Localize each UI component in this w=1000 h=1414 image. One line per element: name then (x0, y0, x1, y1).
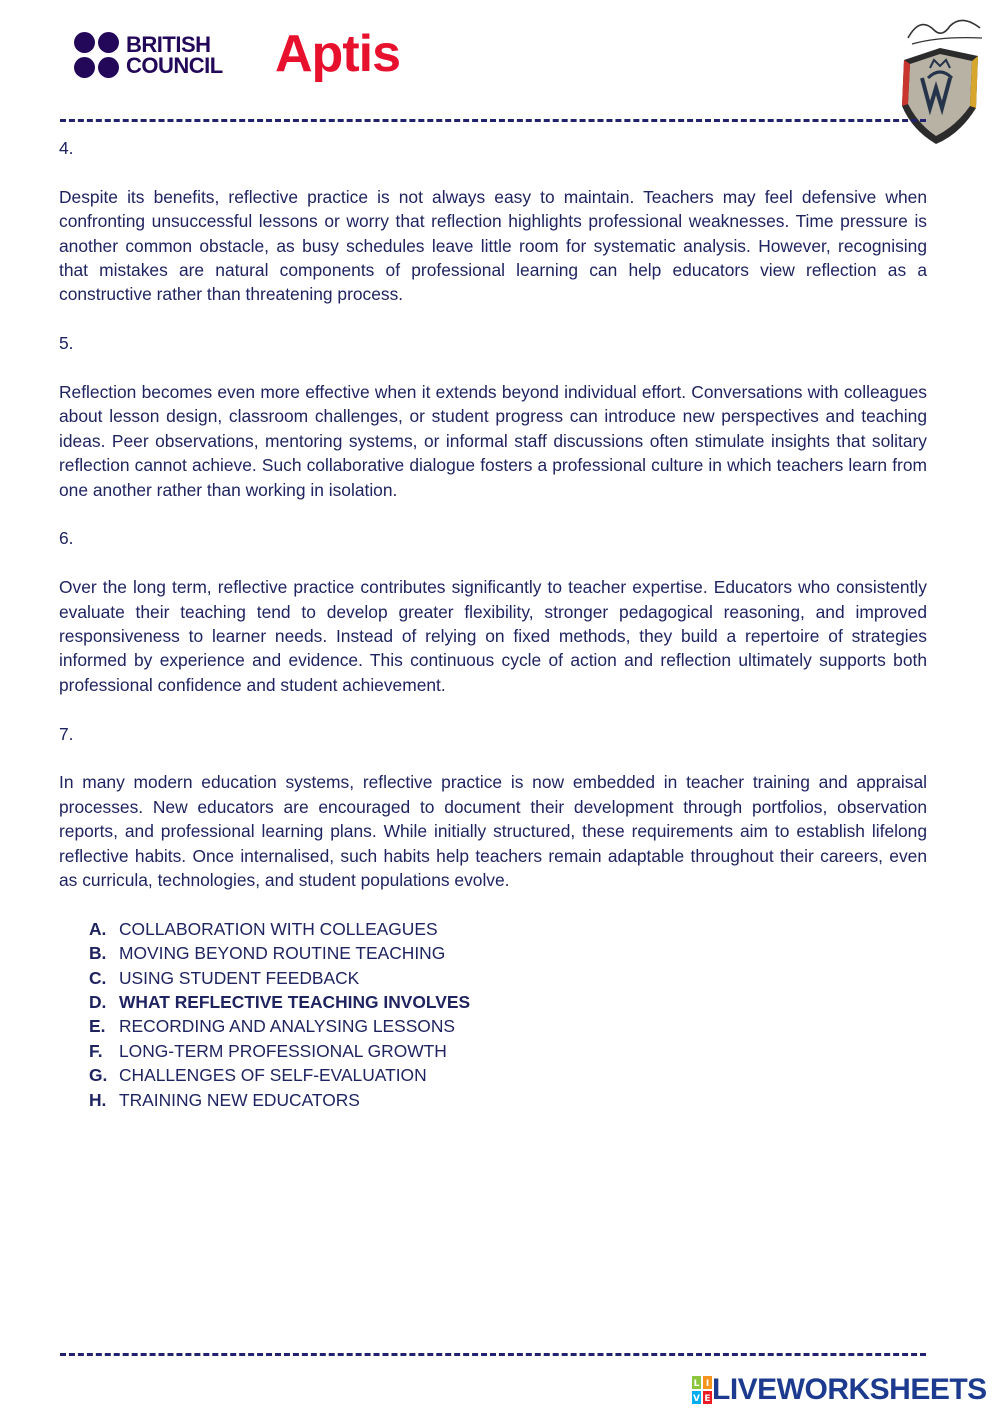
question-paragraph: Reflection becomes even more effective when it extends beyond individual effort. Conversations with colleagues about lesson design, classroom challenges, or student progress can introduce new perspectives and teaching ideas. Peer observations, mentoring systems, or informal staff discussions often stimulate insights that solitary reflection cannot achieve. Such collaborative dialogue fosters a professional culture in which teachers learn from one another rather than working in isolation. (59, 381, 927, 500)
liveworksheets-wordmark[interactable]: LIVEWORKSHEETS (712, 1373, 987, 1406)
question-block-7 (59, 722, 927, 893)
british-council-wordmark (126, 34, 223, 76)
option-label: COLLABORATION WITH COLLEAGUES (119, 918, 438, 939)
badge-letter: E (704, 1394, 711, 1404)
liveworksheets-logo (692, 1373, 987, 1407)
option-letter: C. (89, 967, 107, 988)
option-item (89, 1039, 927, 1063)
option-label: MOVING BEYOND ROUTINE TEACHING (119, 943, 446, 964)
question-block-6 (59, 526, 927, 697)
option-letter: G. (89, 1065, 108, 1086)
heading-options-list (59, 917, 927, 1112)
option-item (89, 966, 927, 990)
bc-line-2: COUNCIL (126, 53, 223, 78)
question-number: 5. (59, 333, 74, 354)
option-label: LONG-TERM PROFESSIONAL GROWTH (119, 1040, 447, 1061)
question-number: 7. (59, 723, 74, 744)
option-letter: F. (89, 1040, 103, 1061)
option-item (89, 917, 927, 941)
option-letter: H. (89, 1089, 107, 1110)
reading-content (59, 136, 927, 1112)
live-badge-icon (692, 1376, 712, 1404)
option-letter: A. (89, 918, 107, 939)
aptis-logo: Aptis (275, 25, 400, 83)
british-council-logo (74, 32, 223, 78)
question-paragraph: Over the long term, reflective practice contributes significantly to teacher expertise. Educators who consistently evaluate their teaching tend to develop greater flexibility, stronger pedagogical reasoning, and improved responsiveness to learner needs. Instead of relying on fixed methods, they build a repertoire of strategies informed by experience and evidence. This continuous cycle of action and reflection ultimately supports both professional confidence and student achievement. (59, 577, 927, 695)
question-paragraph: In many modern education systems, reflective practice is now embedded in teacher training and appraisal processes. New educators are encouraged to document their development through portfolios, observation reports, and professional learning plans. While initially structured, these requirements aim to establish lifelong reflective habits. Once internalised, such habits help teachers remain adaptable throughout their careers, even as curricula, technologies, and student populations evolve. (59, 772, 927, 891)
british-council-dots-icon (74, 32, 120, 78)
option-item (89, 1014, 927, 1038)
option-item (89, 941, 927, 965)
question-block-5 (59, 331, 927, 502)
option-letter: B. (89, 943, 107, 964)
option-item (89, 990, 927, 1014)
option-item (89, 1063, 927, 1087)
option-label: WHAT REFLECTIVE TEACHING INVOLVES (119, 991, 471, 1012)
question-paragraph: Despite its benefits, reflective practice is not always easy to maintain. Teachers may feel defensive when confronting unsuccessful lessons or worry that reflection highlights professional weaknesses. Time pressure is another common obstacle, as busy schedules leave little room for systematic analysis. However, recognising that mistakes are natural components of professional learning can help educators view reflection as a constructive rather than threatening process. (59, 186, 927, 305)
badge-letter: I (705, 1379, 710, 1389)
badge-letter: L (693, 1379, 700, 1389)
option-letter: E. (89, 1016, 106, 1037)
option-label: CHALLENGES OF SELF-EVALUATION (119, 1065, 427, 1086)
bc-line-1: BRITISH (126, 32, 211, 57)
question-number: 4. (59, 138, 74, 158)
top-divider (60, 119, 926, 122)
option-letter: D. (89, 991, 107, 1012)
option-item (89, 1088, 927, 1112)
badge-letter: V (693, 1394, 700, 1404)
option-label: USING STUDENT FEEDBACK (119, 967, 360, 988)
option-label: TRAINING NEW EDUCATORS (119, 1089, 360, 1110)
option-label: RECORDING AND ANALYSING LESSONS (119, 1016, 455, 1037)
montfort-crest-icon (890, 8, 990, 148)
question-number: 6. (59, 528, 74, 549)
question-block-4 (59, 136, 927, 307)
bottom-divider (60, 1353, 926, 1356)
